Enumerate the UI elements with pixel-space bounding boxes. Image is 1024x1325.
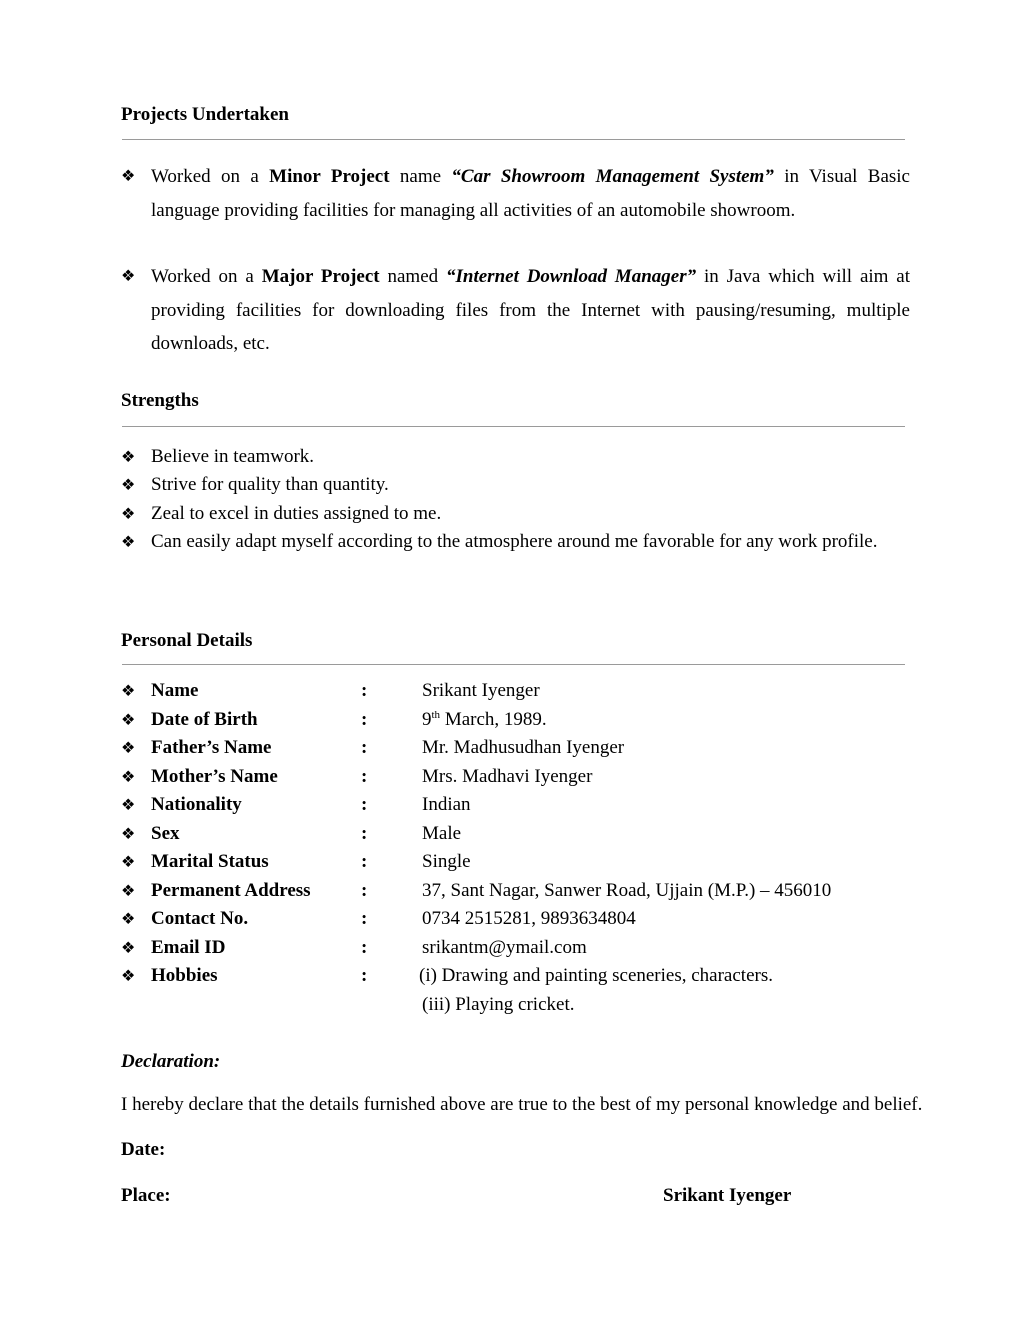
diamond-bullet-icon: ❖ bbox=[121, 477, 136, 494]
detail-value: Male bbox=[422, 822, 462, 844]
detail-separator: : bbox=[361, 851, 368, 872]
detail-row-nationality bbox=[121, 791, 921, 820]
detail-row-permanent-address bbox=[121, 877, 921, 906]
detail-value: Srikant Iyenger bbox=[422, 680, 540, 701]
detail-row-sex bbox=[121, 820, 921, 849]
detail-value: Mrs. Madhavi Iyenger bbox=[422, 765, 593, 787]
detail-separator: : bbox=[361, 965, 368, 986]
detail-separator: : bbox=[361, 936, 368, 958]
detail-value: 37, Sant Nagar, Sanwer Road, Ujjain (M.P.) – 456010 bbox=[422, 879, 832, 901]
detail-row-marital-status bbox=[121, 848, 921, 877]
detail-row-fathers-name bbox=[121, 734, 921, 763]
detail-separator: : bbox=[361, 680, 368, 701]
projects-divider bbox=[122, 139, 905, 140]
detail-value: srikantm@ymail.com bbox=[422, 936, 587, 958]
detail-label: Marital Status bbox=[151, 851, 269, 872]
detail-value: (i) Drawing and painting sceneries, characters. bbox=[419, 965, 773, 986]
date-label: Date: bbox=[121, 1139, 166, 1160]
diamond-bullet-icon: ❖ bbox=[121, 854, 136, 871]
detail-label: Permanent Address bbox=[151, 879, 311, 901]
detail-label: Contact No. bbox=[151, 908, 249, 929]
diamond-bullet-icon: ❖ bbox=[121, 939, 136, 957]
detail-separator: : bbox=[361, 822, 368, 844]
projects-heading: Projects Undertaken bbox=[121, 104, 289, 125]
diamond-bullet-icon: ❖ bbox=[121, 683, 136, 700]
detail-label: Father’s Name bbox=[151, 737, 272, 758]
detail-separator: : bbox=[361, 908, 368, 929]
personal-details-heading: Personal Details bbox=[121, 630, 253, 651]
detail-row-name bbox=[121, 677, 921, 706]
diamond-bullet-icon: ❖ bbox=[121, 911, 136, 928]
diamond-bullet-icon: ❖ bbox=[121, 882, 136, 900]
diamond-bullet-icon: ❖ bbox=[121, 825, 136, 843]
detail-value: Single bbox=[422, 851, 471, 872]
detail-label: Hobbies bbox=[151, 965, 218, 986]
detail-separator: : bbox=[361, 879, 368, 901]
diamond-bullet-icon: ❖ bbox=[121, 534, 136, 551]
detail-label: Nationality bbox=[151, 794, 242, 815]
strength-item: Strive for quality than quantity. bbox=[151, 474, 389, 495]
personal-details-list bbox=[121, 677, 921, 1019]
detail-label: Mother’s Name bbox=[151, 765, 278, 787]
detail-row-email-id bbox=[121, 934, 921, 963]
detail-label: Name bbox=[151, 680, 199, 701]
detail-row-hobbies-continued bbox=[121, 991, 921, 1020]
minor-project-item: Worked on a Minor Project name “Car Showroom Management System” in Visual Basic language providing facilities for managing all activities of an automobile showroom. bbox=[151, 166, 910, 221]
detail-row-hobbies bbox=[121, 962, 921, 991]
detail-row-mothers-name bbox=[121, 763, 921, 792]
detail-separator: : bbox=[361, 737, 368, 758]
declaration-text: I hereby declare that the details furnished above are true to the best of my personal knowledge and belief. bbox=[121, 1094, 923, 1115]
diamond-bullet-icon: ❖ bbox=[121, 506, 136, 523]
detail-separator: : bbox=[361, 708, 368, 730]
detail-value: 0734 2515281, 9893634804 bbox=[422, 908, 636, 929]
diamond-bullet-icon: ❖ bbox=[121, 797, 136, 814]
signature-name: Srikant Iyenger bbox=[663, 1185, 792, 1206]
diamond-bullet-icon: ❖ bbox=[121, 740, 136, 757]
detail-label: Email ID bbox=[151, 936, 226, 958]
diamond-bullet-icon: ❖ bbox=[121, 449, 136, 466]
strength-item: Believe in teamwork. bbox=[151, 446, 315, 467]
detail-label: Date of Birth bbox=[151, 708, 258, 730]
detail-value: (iii) Playing cricket. bbox=[422, 993, 575, 1015]
personal-details-divider bbox=[122, 664, 905, 665]
detail-value: 9th March, 1989. bbox=[422, 708, 547, 730]
diamond-bullet-icon: ❖ bbox=[121, 711, 136, 729]
place-label: Place: bbox=[121, 1185, 171, 1206]
detail-label: Sex bbox=[151, 822, 180, 844]
detail-separator: : bbox=[361, 765, 368, 787]
declaration-heading: Declaration: bbox=[121, 1051, 221, 1072]
detail-value: Mr. Madhusudhan Iyenger bbox=[422, 737, 625, 758]
major-project-item: Worked on a Major Project named “Internet Download Manager” in Java which will aim at providing facilities for downloading files from the Internet with pausing/resuming, multiple downloads, etc. bbox=[151, 266, 911, 354]
detail-value: Indian bbox=[422, 794, 471, 815]
strengths-divider bbox=[122, 426, 905, 427]
strength-item: Zeal to excel in duties assigned to me. bbox=[151, 503, 442, 524]
strengths-heading: Strengths bbox=[121, 390, 199, 411]
diamond-bullet-icon: ❖ bbox=[121, 268, 136, 285]
detail-row-contact-no bbox=[121, 905, 921, 934]
diamond-bullet-icon: ❖ bbox=[121, 768, 136, 786]
detail-separator: : bbox=[361, 794, 368, 815]
strength-item: Can easily adapt myself according to the atmosphere around me favorable for any work profile. bbox=[151, 531, 878, 552]
diamond-bullet-icon: ❖ bbox=[121, 168, 136, 185]
diamond-bullet-icon: ❖ bbox=[121, 968, 136, 985]
detail-row-date-of-birth bbox=[121, 706, 921, 735]
